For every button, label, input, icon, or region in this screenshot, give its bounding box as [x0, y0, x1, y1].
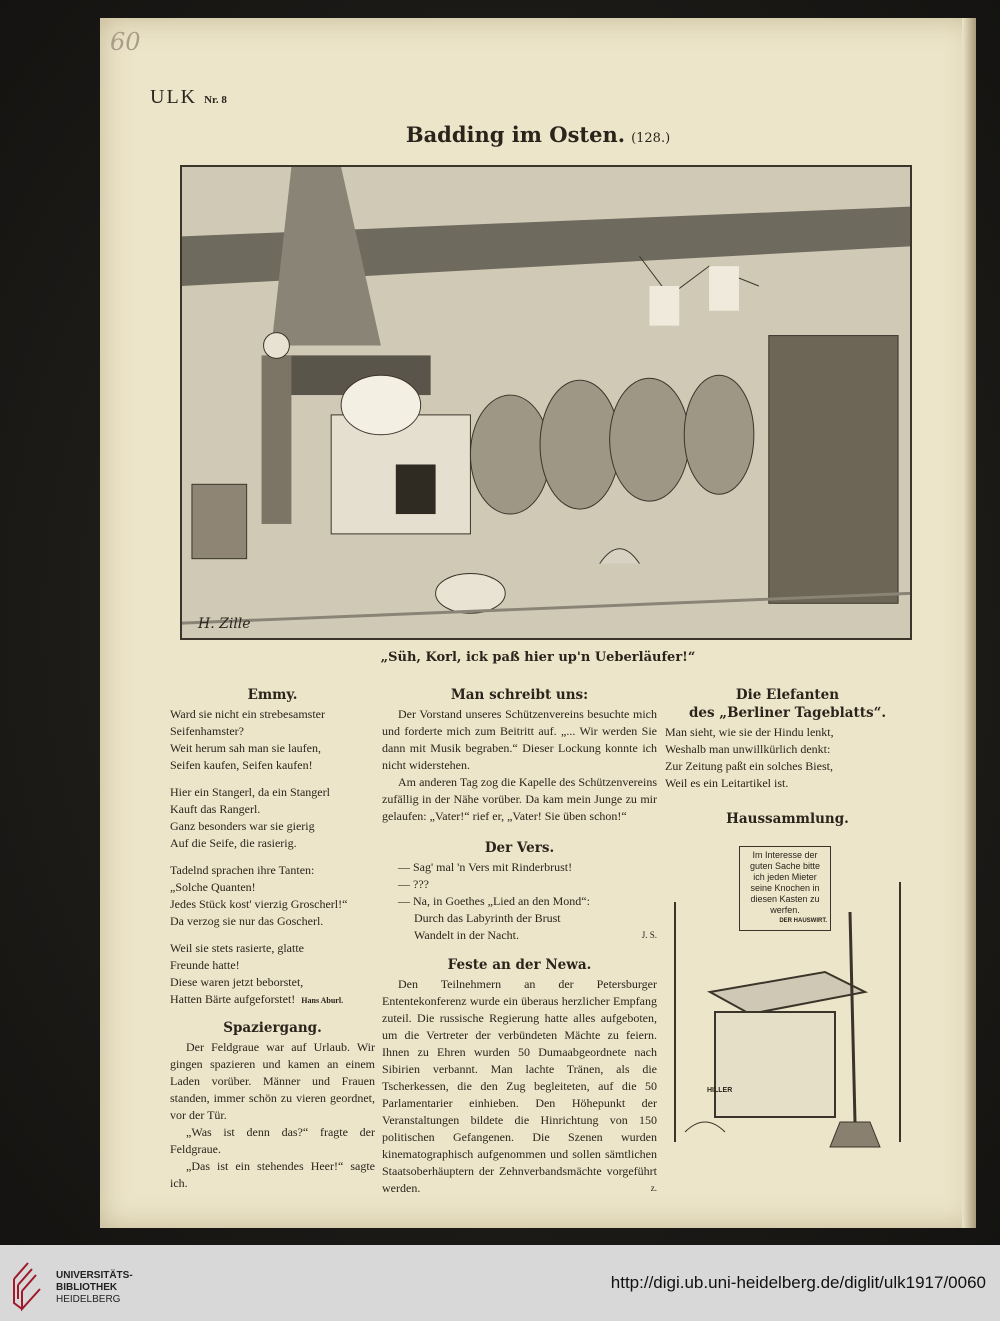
- stanza: [170, 940, 375, 1009]
- library-line: UNIVERSITÄTS-: [56, 1270, 133, 1281]
- cartoon-title-text: Badding im Osten.: [405, 122, 626, 147]
- heading-elefanten: [665, 686, 910, 722]
- masthead-name: ULK: [150, 86, 198, 108]
- poem-line: Weit herum sah man sie laufen,: [170, 741, 321, 755]
- artist-signature: H. Zille: [198, 616, 251, 632]
- paragraph: Der Vorstand unseres Schützenvereins besuchte mich und forderte mich zum Beitritt auf. „... Wir werden Sie dann mit Musik begraben.“ Dieser Lockung konnte ich nicht widerstehen.: [382, 707, 657, 772]
- column-left: [170, 686, 375, 1192]
- poem-line: Jedes Stück kost' vierzig Groscherl!“: [170, 897, 348, 911]
- column-right: [665, 686, 910, 1152]
- poem-line: Weshalb man unwillkürlich denkt:: [665, 742, 831, 756]
- poem-line: Da verzog sie nur das Goscherl.: [170, 914, 324, 928]
- poem-line: „Solche Quanten!: [170, 880, 256, 894]
- newspaper-page: [100, 18, 976, 1228]
- source-url-link[interactable]: http://digi.ub.uni-heidelberg.de/diglit/ulk1917/0060: [610, 1273, 986, 1292]
- heading-line: des „Berliner Tageblatts“.: [688, 705, 887, 721]
- cartoon-number: (128.): [631, 131, 671, 146]
- heading-haussammlung: Haussammlung.: [726, 811, 849, 827]
- vers-line: — Na, in Goethes „Lied an den Mond“:: [398, 894, 590, 908]
- poem-line: Seifenhamster?: [170, 724, 244, 738]
- heading-newa: Feste an der Newa.: [447, 957, 592, 973]
- heading-spaziergang: Spaziergang.: [223, 1020, 322, 1036]
- newa-text: Den Teilnehmern an der Petersburger Ententekonferenz wurde ein überaus herzlicher Empfang zuteil. Die russische Regierung hatte alles aufgeboten, um die Vertreter der verbündeten Mächte zu feiern. Ihnen zu Ehren wurden 50 Dumaabgeordnete nach Sibirien verbannt. Man lachte Tränen, als die Tscherkessen, die den Zug begleiteten, auf die 50 Parlamentarier einhieben. Den Höhepunkt der Veranstaltungen bildete die Hinrichtung von 150 politischen Gefangenen. Die Szenen wurden kinematographisch aufgenommen und sollen sämtlichen Staatsoberhäuptern der Zehnverbandsmächte vorgeführt werden.: [382, 977, 657, 1195]
- poem-line: Freunde hatte!: [170, 958, 240, 972]
- heading-man-schreibt: Man schreibt uns:: [450, 687, 589, 703]
- vers-quote: Wandelt in der Nacht.: [414, 928, 519, 942]
- stanza: [170, 784, 375, 852]
- poem-line: Zur Zeitung paßt ein solches Biest,: [665, 759, 833, 773]
- pencil-page-number: 60: [110, 28, 141, 56]
- poem-line: Kauft das Rangerl.: [170, 802, 261, 816]
- notice-text: Im Interesse der guten Sache bitte ich jeden Mieter seine Knochen in diesen Kasten zu werfen.: [749, 850, 821, 915]
- library-line: BIBLIOTHEK: [56, 1282, 118, 1293]
- vers-quote: Durch das Labyrinth der Brust: [414, 911, 561, 925]
- poem-line: Man sieht, wie sie der Hindu lenkt,: [665, 725, 834, 739]
- cartoon-title: [100, 122, 976, 147]
- university-library-logo-icon: [10, 1259, 50, 1311]
- notice-signature: DER HAUSWIRT.: [779, 918, 827, 924]
- heading-emmy: Emmy.: [247, 687, 298, 703]
- vers-dialogue: [382, 859, 657, 944]
- poem-line: Seifen kaufen, Seifen kaufen!: [170, 758, 313, 772]
- notice-sign: [739, 846, 831, 931]
- library-name: [56, 1270, 133, 1306]
- vers-line: — Sag' mal 'n Vers mit Rinderbrust!: [398, 860, 573, 874]
- poem-line: Hatten Bärte aufgeforstet!: [170, 992, 296, 1006]
- vers-line: — ???: [398, 877, 429, 891]
- poem-line: Weil sie stets rasierte, glatte: [170, 941, 304, 955]
- poem-line: Weil es ein Leitartikel ist.: [665, 776, 789, 790]
- vers-quote-last: [414, 927, 657, 944]
- library-line: HEIDELBERG: [56, 1294, 121, 1305]
- paragraph: [382, 976, 657, 1197]
- cartoon-caption: „Süh, Korl, ick paß hier up'n Ueberläufer!“: [380, 650, 696, 665]
- stanza: [170, 862, 375, 930]
- poem-line: Hier ein Stangerl, da ein Stangerl: [170, 785, 330, 799]
- poem-line: Ward sie nicht ein strebesamster: [170, 707, 325, 721]
- cartoon-illustration: [180, 165, 912, 640]
- masthead: [150, 86, 227, 109]
- footer-bar: [0, 1245, 1000, 1321]
- poem-line: Ganz besonders war sie gierig: [170, 819, 315, 833]
- artist-signature: HILLER: [707, 1087, 733, 1094]
- poem-line: Diese waren jetzt beborstet,: [170, 975, 304, 989]
- haussammlung-illustration: [665, 842, 910, 1152]
- paragraph: Der Feldgraue war auf Urlaub. Wir gingen spazieren und kamen an einem Laden vorüber. Männer und Frauen standen, immer schön zu vieren geordnet, vor der Tür.: [170, 1040, 375, 1122]
- paragraph: Am anderen Tag zog die Kapelle des Schützenvereins zufällig in der Nähe vorüber. Da kam mein Junge zu mir gelaufen: „Vater!“ rief er, „Vater! Sie üben schon!“: [382, 775, 657, 823]
- poem-line: Tadelnd sprachen ihre Tanten:: [170, 863, 315, 877]
- paragraph: „Was ist denn das?“ fragte der Feldgraue.: [170, 1125, 375, 1156]
- kitchen-scene-drawing: [182, 167, 910, 638]
- stanza: [170, 706, 375, 774]
- vers-author: J. S.: [641, 930, 657, 940]
- newa-author: z.: [650, 1183, 657, 1193]
- poem-elefanten: [665, 724, 910, 792]
- heading-line: Die Elefanten: [735, 687, 840, 703]
- heading-vers: Der Vers.: [484, 840, 555, 856]
- poem-emmy: [170, 706, 375, 1009]
- paragraph: „Das ist ein stehendes Heer!“ sagte ich.: [170, 1159, 375, 1190]
- issue-number: Nr. 8: [204, 94, 227, 106]
- column-middle: [382, 686, 657, 1197]
- poem-line: Auf die Seife, die rasierig.: [170, 836, 297, 850]
- poem-author: Hans Aburl.: [301, 996, 344, 1005]
